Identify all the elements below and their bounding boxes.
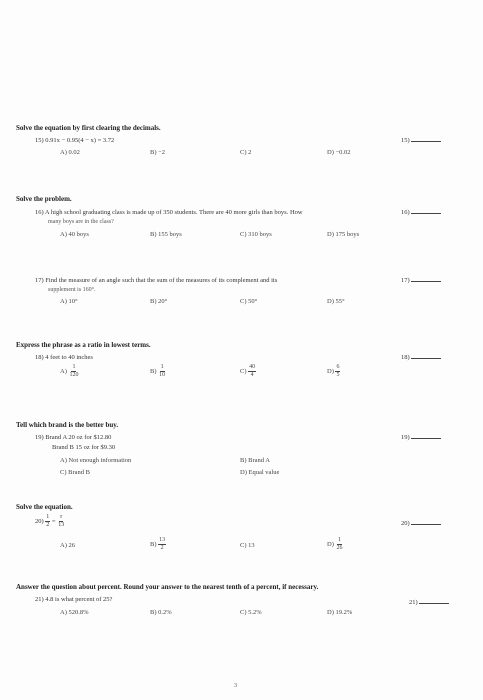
q15-choice-c[interactable]: C) 2	[240, 149, 252, 156]
q16-choice-a[interactable]: A) 40 boys	[60, 231, 89, 238]
q18-choice-a-label: A)	[60, 367, 67, 375]
q20-choice-a[interactable]: A) 26	[60, 542, 75, 549]
section-heading-clear-decimals: Solve the equation by first clearing the decimals.	[16, 124, 161, 132]
q17-choice-a[interactable]: A) 10°	[60, 298, 78, 305]
q18-choice-c-label: C)	[240, 367, 247, 375]
q20-choice-b[interactable]	[150, 537, 166, 552]
q20-choice-b-fraction	[158, 537, 166, 552]
question-20	[35, 514, 65, 529]
answer-label-17: 17)	[401, 277, 410, 284]
answer-blank-17[interactable]	[411, 280, 441, 282]
q20-d-numerator: 1	[337, 537, 341, 543]
q21-choice-b[interactable]: B) 0.2%	[150, 609, 172, 616]
page-number: 3	[234, 683, 237, 689]
question-21: 21) 4.8 is what percent of 25?	[35, 596, 113, 603]
q20-right-fraction	[57, 514, 65, 529]
answer-label-20: 20)	[401, 520, 410, 527]
q18-choice-a-fraction	[68, 364, 79, 379]
section-heading-ratio: Express the phrase as a ratio in lowest terms.	[16, 341, 151, 349]
section-heading-better-buy: Tell which brand is the better buy.	[16, 421, 119, 429]
q18-a-numerator: 1	[72, 364, 76, 370]
q18-choice-b-label: B)	[150, 367, 157, 375]
question-18: 18) 4 feet to 40 inches	[35, 354, 93, 361]
q20-choice-c[interactable]: C) 13	[240, 542, 255, 549]
q18-d-denominator: 5	[336, 372, 340, 378]
question-17-line1: 17) Find the measure of an angle such that the sum of the measures of its complement and its	[35, 277, 278, 284]
q18-choice-d-fraction	[335, 364, 340, 379]
q18-choice-c[interactable]	[240, 364, 256, 379]
question-20-label: 20)	[35, 517, 44, 525]
answer-blank-19[interactable]	[411, 437, 441, 439]
q20-choice-d-fraction	[335, 537, 343, 552]
q20-choice-d[interactable]	[327, 537, 343, 552]
answer-blank-15[interactable]	[411, 140, 441, 142]
q18-choice-b-fraction	[158, 364, 166, 379]
q15-choice-a[interactable]: A) 0.02	[60, 149, 80, 156]
section-heading-solve-equation: Solve the equation.	[16, 503, 73, 511]
q19-choice-a[interactable]: A) Not enough information	[60, 457, 132, 464]
answer-blank-18[interactable]	[411, 357, 441, 359]
q20-left-numerator: 1	[46, 514, 50, 520]
q20-left-denominator: 2	[46, 522, 50, 528]
q20-right-numerator: r	[60, 514, 63, 520]
q19-choice-c[interactable]: C) Brand B	[60, 469, 90, 476]
answer-line-15[interactable]	[401, 137, 441, 144]
q16-choice-d[interactable]: D) 175 boys	[327, 231, 360, 238]
q17-choice-b[interactable]: B) 20°	[150, 298, 168, 305]
answer-line-17[interactable]	[401, 277, 441, 284]
q18-c-numerator: 40	[249, 364, 256, 370]
answer-label-16: 16)	[401, 209, 410, 216]
q18-d-numerator: 6	[336, 364, 340, 370]
q18-choice-a[interactable]	[60, 364, 79, 379]
q19-choice-b[interactable]: B) Brand A	[240, 457, 270, 464]
q20-equals: =	[51, 517, 56, 525]
q15-choice-d[interactable]: D) −0.02	[327, 149, 351, 156]
q18-a-denominator: 120	[69, 372, 79, 378]
q21-choice-c[interactable]: C) 5.2%	[240, 609, 262, 616]
q18-choice-d[interactable]	[327, 364, 340, 379]
answer-label-18: 18)	[401, 354, 410, 361]
q19-choice-d[interactable]: D) Equal value	[240, 469, 280, 476]
q16-choice-c[interactable]: C) 310 boys	[240, 231, 272, 238]
answer-line-19[interactable]	[401, 434, 441, 441]
q18-choice-c-fraction	[248, 364, 256, 379]
q20-choice-b-label: B)	[150, 540, 157, 548]
section-heading-percent: Answer the question about percent. Round your answer to the nearest tenth of a percent, if necessary.	[16, 583, 319, 591]
answer-line-20[interactable]	[401, 520, 441, 527]
answer-blank-21[interactable]	[419, 602, 449, 604]
q20-left-fraction	[45, 514, 50, 529]
answer-line-18[interactable]	[401, 354, 441, 361]
q18-choice-d-label: D)	[327, 367, 334, 375]
answer-label-15: 15)	[401, 137, 410, 144]
answer-label-21: 21)	[409, 599, 418, 606]
question-19-line2: Brand B 15 oz for $9.30	[52, 444, 116, 451]
question-16-line1: 16) A high school graduating class is made up of 350 students. There are 40 more girls than boys. How	[35, 209, 303, 216]
q20-d-denominator: 26	[336, 545, 343, 551]
question-16-line2: many boys are in the class?	[48, 219, 114, 225]
question-19-line1: 19) Brand A 20 oz for $12.80	[35, 434, 112, 441]
answer-line-16[interactable]	[401, 209, 441, 216]
answer-blank-16[interactable]	[411, 212, 441, 214]
q20-right-denominator: 13	[58, 522, 65, 528]
answer-blank-20[interactable]	[411, 523, 441, 525]
q21-choice-a[interactable]: A) 520.8%	[60, 609, 89, 616]
q18-choice-b[interactable]	[150, 364, 166, 379]
q18-c-denominator: 4	[250, 372, 254, 378]
section-heading-solve-problem: Solve the problem.	[16, 195, 72, 203]
q16-choice-b[interactable]: B) 155 boys	[150, 231, 182, 238]
answer-line-21[interactable]	[409, 599, 449, 606]
q18-b-numerator: 1	[160, 364, 164, 370]
q20-b-numerator: 13	[159, 537, 166, 543]
question-17-line2: supplement is 160°.	[48, 287, 96, 293]
q18-b-denominator: 10	[159, 372, 166, 378]
q20-b-denominator: 2	[160, 545, 164, 551]
q21-choice-d[interactable]: D) 19.2%	[327, 609, 353, 616]
answer-label-19: 19)	[401, 434, 410, 441]
q15-choice-b[interactable]: B) −2	[150, 149, 166, 156]
question-15: 15) 0.91x − 0.95(4 − x) = 3.72	[35, 137, 115, 144]
q17-choice-d[interactable]: D) 55°	[327, 298, 345, 305]
q20-choice-d-label: D)	[327, 540, 334, 548]
q17-choice-c[interactable]: C) 50°	[240, 298, 258, 305]
